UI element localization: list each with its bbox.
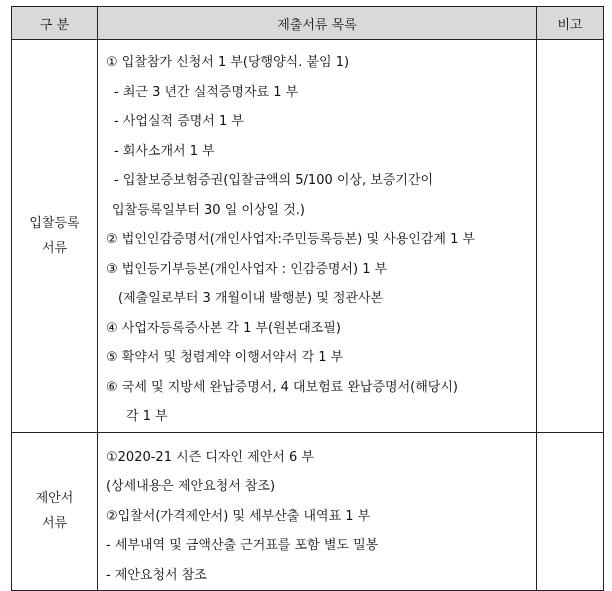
- document-line: - 사업실적 증명서 1 부: [114, 114, 244, 129]
- document-line: (제출일로부터 3 개월이내 발행분) 및 정관사본: [118, 291, 384, 306]
- document-list-cell: [98, 40, 537, 433]
- document-line: ⑤ 확약서 및 청렴계약 이행서약서 각 1 부: [106, 350, 344, 365]
- header-row: [12, 7, 604, 40]
- document-line: (상세내용은 제안요청서 참조): [106, 479, 276, 495]
- document-line: - 최근 3 년간 실적증명자료 1 부: [114, 84, 299, 100]
- document-line: ⑥ 국세 및 지방세 완납증명서, 4 대보험료 완납증명서(해당시): [106, 379, 458, 395]
- category-label: 서류: [41, 240, 68, 256]
- document-line: ③ 법인등기부등본(개인사업자 : 인감증명서) 1 부: [106, 261, 388, 277]
- category-label: 서류: [41, 516, 68, 532]
- header-remarks: 비고: [537, 7, 604, 40]
- header-category: 구 분: [12, 7, 98, 40]
- category-label: 제안서: [35, 491, 74, 507]
- document-line: - 세부내역 및 금액산출 근거표를 포함 별도 밀봉: [106, 538, 379, 554]
- document-line: ① 입찰참가 신청서 1 부(당행양식. 붙임 1): [106, 55, 350, 70]
- category-cell: [12, 432, 98, 591]
- document-line: ② 법인인감증명서(개인사업자:주민등록등본) 및 사용인감계 1 부: [106, 232, 476, 247]
- section-proposal: [12, 432, 604, 591]
- document-line: ④ 사업자등록증사본 각 1 부(원본대조필): [106, 320, 341, 336]
- category-label: 입찰등록: [29, 215, 80, 231]
- remarks-cell: [537, 40, 604, 433]
- header-document-list: 제출서류 목록: [98, 7, 537, 40]
- document-line: 각 1 부: [126, 409, 168, 424]
- document-line: ②입찰서(가격제안서) 및 세부산출 내역표 1 부: [106, 508, 371, 524]
- submission-documents-table: [11, 6, 604, 591]
- document-line: - 제안요청서 참조: [106, 567, 207, 583]
- document-line: 입찰등록일부터 30 일 이상일 것.): [112, 202, 305, 218]
- document-line: ①2020-21 시즌 디자인 제안서 6 부: [106, 449, 314, 465]
- document-line: - 회사소개서 1 부: [114, 143, 215, 159]
- remarks-cell: [537, 432, 604, 591]
- section-bid-registration: [12, 40, 604, 433]
- category-cell: [12, 40, 98, 433]
- document-line: - 입찰보증보험증권(입찰금액의 5/100 이상, 보증기간이: [114, 173, 434, 188]
- document-list-cell: [98, 432, 537, 591]
